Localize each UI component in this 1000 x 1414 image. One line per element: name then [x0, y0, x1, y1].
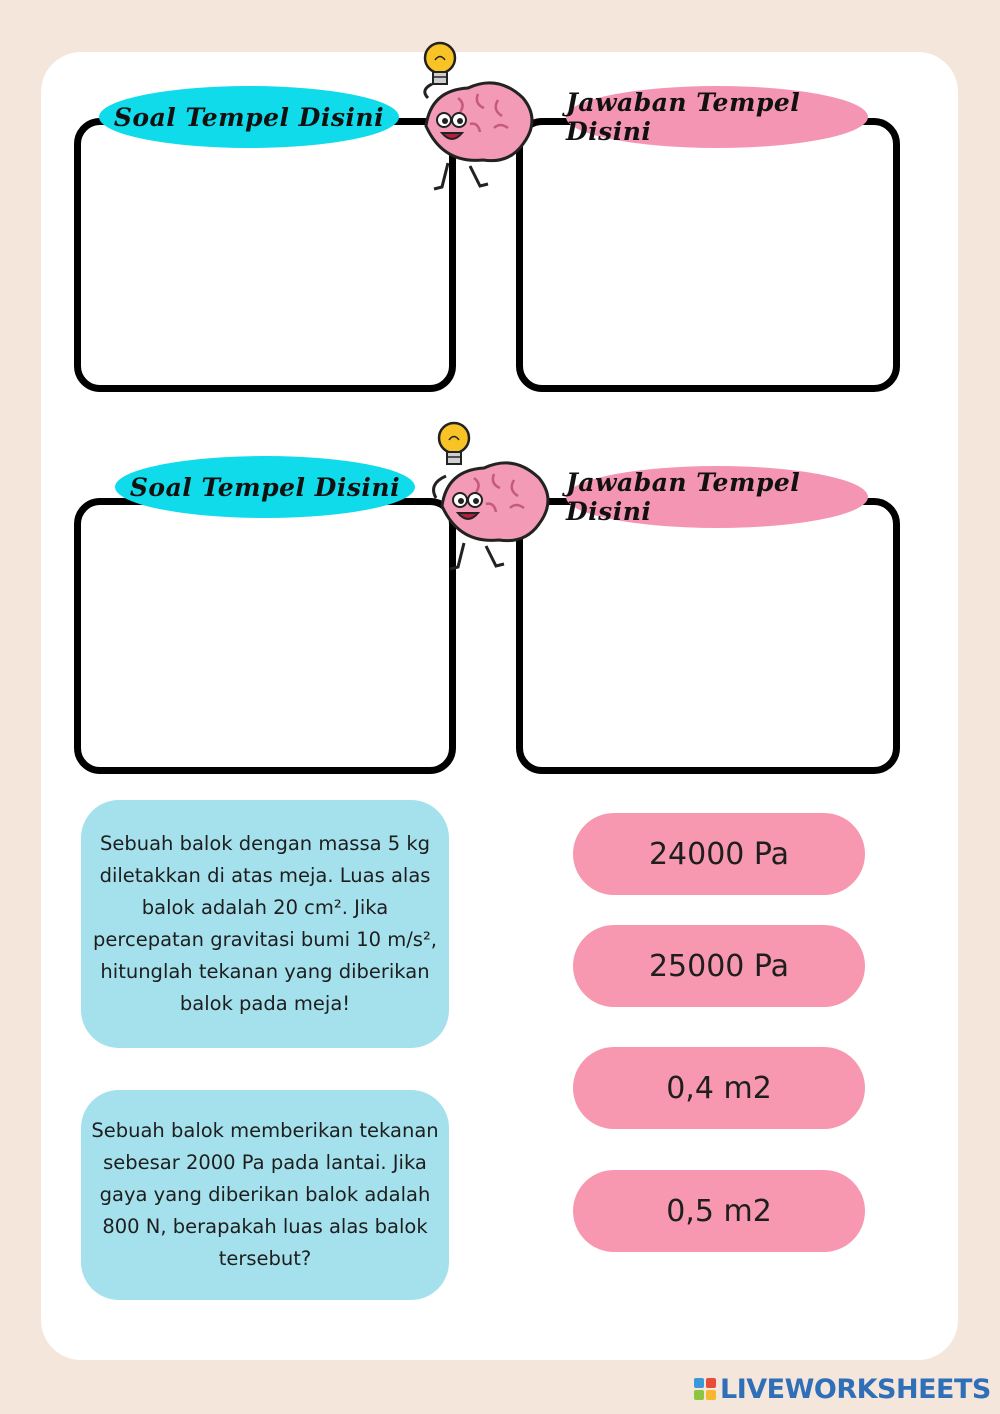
answer-chip-2[interactable]: 25000 Pa [573, 925, 865, 1007]
brand-name: LIVEWORKSHEETS [720, 1373, 991, 1405]
answer-chip-4[interactable]: 0,5 m2 [573, 1170, 865, 1252]
liveworksheets-logo-icon [694, 1378, 716, 1400]
brand-footer[interactable] [694, 1374, 991, 1404]
question-card-1[interactable]: Sebuah balok dengan massa 5 kg diletakkan di atas meja. Luas alas balok adalah 20 cm². Jika percepatan gravitasi bumi 10 m/s², hitunglah tekanan yang diberikan balok pada meja! [81, 800, 449, 1048]
brain-mascot-icon [414, 418, 564, 578]
jawaban-label-2: Jawaban Tempel Disini [566, 466, 868, 528]
answer-drop-zone-2[interactable] [516, 498, 900, 774]
answer-chip-3[interactable]: 0,4 m2 [573, 1047, 865, 1129]
answer-chip-1[interactable]: 24000 Pa [573, 813, 865, 895]
answer-drop-zone-1[interactable] [516, 118, 900, 392]
lightbulb-icon [439, 423, 469, 464]
brain-mascot-icon [398, 38, 548, 198]
jawaban-label-1: Jawaban Tempel Disini [566, 86, 868, 148]
question-drop-zone-2[interactable] [74, 498, 456, 774]
soal-label-1: Soal Tempel Disini [99, 86, 399, 148]
question-card-2[interactable]: Sebuah balok memberikan tekanan sebesar 2000 Pa pada lantai. Jika gaya yang diberikan balok adalah 800 N, berapakah luas alas balok tersebut? [81, 1090, 449, 1300]
lightbulb-icon [425, 43, 455, 84]
soal-label-2: Soal Tempel Disini [115, 456, 415, 518]
